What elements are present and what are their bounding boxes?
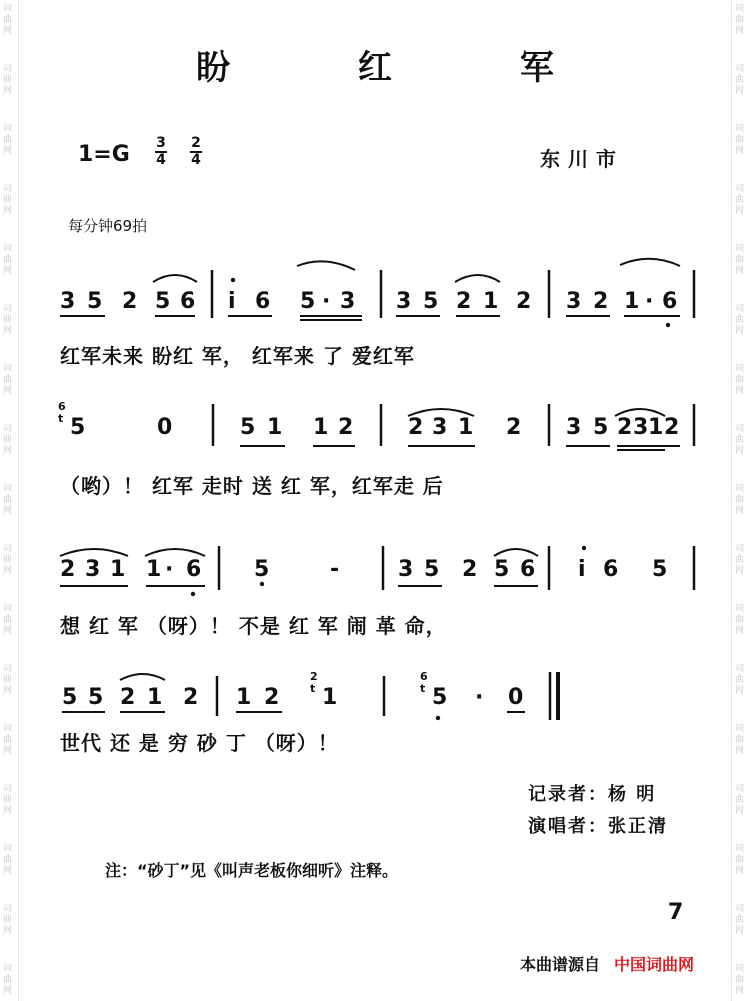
watermark-text: 词曲网 <box>3 904 13 936</box>
svg-text:5: 5 <box>424 557 440 582</box>
watermark-text: 词曲网 <box>735 124 745 156</box>
svg-text:5: 5 <box>432 685 448 710</box>
svg-text:5: 5 <box>70 415 86 440</box>
svg-text:2: 2 <box>456 289 472 314</box>
watermark-text: 词曲网 <box>3 724 13 756</box>
watermark-text: 词曲网 <box>735 244 745 276</box>
svg-text:i: i <box>228 289 236 314</box>
svg-text:6: 6 <box>520 557 536 582</box>
watermark-text: 词曲网 <box>735 364 745 396</box>
watermark-text: 词曲网 <box>3 424 13 456</box>
watermark-text: 词曲网 <box>735 484 745 516</box>
page-number: 7 <box>668 900 684 925</box>
svg-text:1: 1 <box>458 415 474 440</box>
svg-text:3: 3 <box>60 289 76 314</box>
svg-text:t: t <box>420 682 426 695</box>
svg-text:2: 2 <box>506 415 522 440</box>
time-signature-1: 3 4 <box>156 135 166 168</box>
region-label: 东川市 <box>540 147 624 171</box>
svg-text:2: 2 <box>60 557 76 582</box>
svg-text:6: 6 <box>603 557 619 582</box>
svg-text:·: · <box>645 289 654 314</box>
svg-text:5: 5 <box>240 415 256 440</box>
svg-text:1: 1 <box>483 289 499 314</box>
svg-text:2: 2 <box>310 670 318 683</box>
watermark-text: 词曲网 <box>735 664 745 696</box>
svg-text:6: 6 <box>255 289 271 314</box>
svg-text:5: 5 <box>62 685 78 710</box>
watermark-text: 词曲网 <box>3 124 13 156</box>
svg-text:2: 2 <box>516 289 532 314</box>
svg-text:2: 2 <box>664 415 680 440</box>
svg-text:3: 3 <box>396 289 412 314</box>
watermark-text: 词曲网 <box>735 4 745 36</box>
svg-text:6: 6 <box>420 670 428 683</box>
watermark-text: 词曲网 <box>735 784 745 816</box>
svg-text:1: 1 <box>313 415 329 440</box>
watermark-text: 词曲网 <box>735 604 745 636</box>
svg-text:2: 2 <box>264 685 280 710</box>
svg-text:3: 3 <box>398 557 414 582</box>
svg-text:t: t <box>58 412 64 425</box>
song-title: 盼 红 军 <box>196 48 612 88</box>
svg-text:5: 5 <box>87 289 103 314</box>
svg-text:5: 5 <box>300 289 316 314</box>
svg-text:3: 3 <box>85 557 101 582</box>
svg-text:5: 5 <box>494 557 510 582</box>
svg-text:2: 2 <box>593 289 609 314</box>
svg-text:6: 6 <box>186 557 202 582</box>
svg-text:-: - <box>330 557 340 582</box>
svg-text:6: 6 <box>662 289 678 314</box>
svg-text:1: 1 <box>322 685 338 710</box>
svg-text:3: 3 <box>432 415 448 440</box>
svg-text:3: 3 <box>566 289 582 314</box>
lyric-line-3: 想 红 军 （呀）！ 不是 红 军 闹 革 命， <box>60 614 447 638</box>
svg-text:5: 5 <box>254 557 270 582</box>
watermark-text: 词曲网 <box>735 964 745 996</box>
lyric-line-1: 红军未来 盼红 军， 红军来 了 爱红军 <box>60 344 415 368</box>
recorder-credit: 记录者：杨 明 <box>528 784 657 805</box>
svg-text:5: 5 <box>88 685 104 710</box>
svg-text:2: 2 <box>122 289 138 314</box>
svg-text:2: 2 <box>338 415 354 440</box>
watermark-text: 词曲网 <box>3 484 13 516</box>
svg-text:·: · <box>475 685 484 710</box>
svg-text:3: 3 <box>633 415 649 440</box>
watermark-text: 词曲网 <box>3 184 13 216</box>
svg-text:3: 3 <box>566 415 582 440</box>
svg-text:5: 5 <box>423 289 439 314</box>
svg-text:2: 2 <box>183 685 199 710</box>
watermark-text: 词曲网 <box>735 424 745 456</box>
lyric-line-4: 世代 还 是 穷 砂 丁 （呀）！ <box>60 731 339 755</box>
source-site: 中国词曲网 <box>614 955 695 974</box>
svg-text:6: 6 <box>58 400 66 413</box>
svg-text:·: · <box>322 289 331 314</box>
footnote: 注：“砂丁”见《叫声老板你细听》注释。 <box>105 861 399 880</box>
svg-text:5: 5 <box>155 289 171 314</box>
watermark-text: 词曲网 <box>735 844 745 876</box>
svg-text:5: 5 <box>652 557 668 582</box>
watermark-text: 词曲网 <box>3 4 13 36</box>
watermark-text: 词曲网 <box>3 784 13 816</box>
svg-text:3: 3 <box>340 289 356 314</box>
watermark-text: 词曲网 <box>735 304 745 336</box>
svg-text:0: 0 <box>508 685 524 710</box>
source-text: 本曲谱源自 <box>520 955 601 974</box>
watermark-text: 词曲网 <box>3 304 13 336</box>
svg-text:t: t <box>310 682 316 695</box>
watermark-text: 词曲网 <box>735 904 745 936</box>
svg-text:2: 2 <box>462 557 478 582</box>
svg-text:0: 0 <box>157 415 173 440</box>
watermark-text: 词曲网 <box>735 544 745 576</box>
svg-text:1: 1 <box>624 289 640 314</box>
svg-text:i: i <box>578 557 586 582</box>
svg-text:1: 1 <box>146 557 162 582</box>
singer-credit: 演唱者：张正清 <box>528 816 668 837</box>
svg-text:2: 2 <box>617 415 633 440</box>
svg-text:2: 2 <box>120 685 136 710</box>
svg-text:5: 5 <box>593 415 609 440</box>
watermark-text: 词曲网 <box>3 244 13 276</box>
svg-text:2: 2 <box>408 415 424 440</box>
watermark-text: 词曲网 <box>3 664 13 696</box>
watermark-text: 词曲网 <box>3 844 13 876</box>
watermark-text: 词曲网 <box>735 184 745 216</box>
watermark-text: 词曲网 <box>735 724 745 756</box>
watermark-text: 词曲网 <box>3 64 13 96</box>
lyric-line-2: （哟）！ 红军 走时 送 红 军，红军走 后 <box>60 474 444 498</box>
watermark-text: 词曲网 <box>3 964 13 996</box>
svg-text:·: · <box>165 557 174 582</box>
key-signature: 1=G <box>78 142 130 167</box>
svg-text:1: 1 <box>147 685 163 710</box>
time-signature-2: 2 4 <box>191 135 201 168</box>
svg-text:6: 6 <box>180 289 196 314</box>
svg-text:1: 1 <box>110 557 126 582</box>
watermark-text: 词曲网 <box>3 604 13 636</box>
watermark-text: 词曲网 <box>3 544 13 576</box>
svg-text:1: 1 <box>648 415 664 440</box>
watermark-text: 词曲网 <box>3 364 13 396</box>
svg-text:1: 1 <box>236 685 252 710</box>
svg-text:1: 1 <box>267 415 283 440</box>
tempo-marking: 每分钟69拍 <box>68 217 148 235</box>
watermark-text: 词曲网 <box>735 64 745 96</box>
